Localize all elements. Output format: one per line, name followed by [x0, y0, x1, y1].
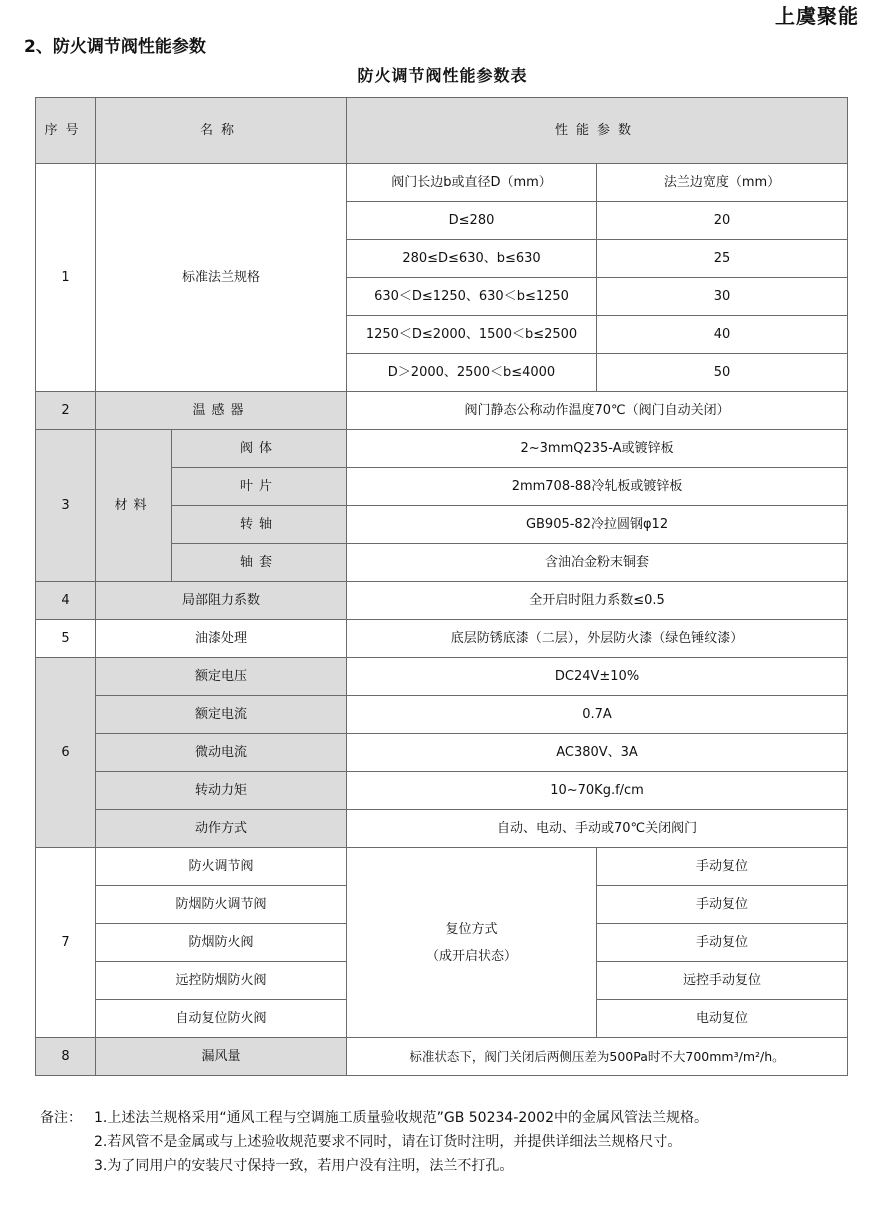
table-row: [36, 392, 848, 430]
row3-group: 材料: [96, 430, 172, 582]
table-row: [36, 164, 848, 202]
table-title: 防火调节阀性能参数表: [357, 66, 528, 85]
flange-width: 25: [597, 240, 848, 278]
reset-value: 手动复位: [597, 848, 848, 886]
notes-label: 备注：: [40, 1110, 82, 1126]
electrical-name: 转动力矩: [96, 772, 347, 810]
row7-no: 7: [36, 848, 96, 1038]
header-name: 名称: [96, 98, 347, 164]
header-params: 性能参数: [347, 98, 848, 164]
valve-type-name: 远控防烟防火阀: [96, 962, 347, 1000]
notes: [40, 1106, 870, 1178]
row4-no: 4: [36, 582, 96, 620]
table-row: [36, 772, 848, 810]
header-no: 序号: [36, 98, 96, 164]
electrical-name: 微动电流: [96, 734, 347, 772]
row8-value: 标准状态下，阀门关闭后两侧压差为500Pa时不大700mm³/m²/h。: [347, 1038, 848, 1076]
brand-logo-text: 上虞聚能: [775, 4, 859, 28]
table-row: [36, 582, 848, 620]
flange-range: 630＜D≤1250、630＜b≤1250: [347, 278, 597, 316]
row4-name: 局部阻力系数: [96, 582, 347, 620]
flange-col-b-header: 法兰边宽度（mm）: [597, 164, 848, 202]
reset-mode-line1: 复位方式: [445, 921, 498, 937]
electrical-name: 额定电压: [96, 658, 347, 696]
material-value: 含油冶金粉末铜套: [347, 544, 848, 582]
valve-type-name: 防烟防火调节阀: [96, 886, 347, 924]
row6-no: 6: [36, 658, 96, 848]
material-name: 阀体: [172, 430, 347, 468]
note-item: 1.上述法兰规格采用“通风工程与空调施工质量验收规范”GB 50234-2002中的金属风管法兰规格。: [94, 1110, 708, 1126]
flange-range: 280≤D≤630、b≤630: [347, 240, 597, 278]
valve-type-name: 自动复位防火阀: [96, 1000, 347, 1038]
electrical-name: 额定电流: [96, 696, 347, 734]
reset-mode-label: [347, 848, 597, 1038]
electrical-value: 自动、电动、手动或70℃关闭阀门: [347, 810, 848, 848]
material-value: 2mm708-88冷轧板或镀锌板: [347, 468, 848, 506]
flange-width: 20: [597, 202, 848, 240]
material-value: 2~3mmQ235-A或镀锌板: [347, 430, 848, 468]
table-row: [36, 848, 848, 886]
flange-range: 1250＜D≤2000、1500＜b≤2500: [347, 316, 597, 354]
reset-value: 手动复位: [597, 886, 848, 924]
reset-value: 手动复位: [597, 924, 848, 962]
table-row: [36, 696, 848, 734]
electrical-name: 动作方式: [96, 810, 347, 848]
flange-col-a-header: 阀门长边b或直径D（mm）: [347, 164, 597, 202]
note-item: 2.若风管不是金属或与上述验收规范要求不同时，请在订货时注明，并提供详细法兰规格尺寸。: [94, 1134, 682, 1150]
section-title: 2、防火调节阀性能参数: [24, 37, 206, 57]
table-row: [36, 658, 848, 696]
row8-no: 8: [36, 1038, 96, 1076]
material-name: 叶片: [172, 468, 347, 506]
flange-range: D≤280: [347, 202, 597, 240]
electrical-value: 0.7A: [347, 696, 848, 734]
reset-value: 电动复位: [597, 1000, 848, 1038]
row3-no: 3: [36, 430, 96, 582]
note-item: 3.为了同用户的安装尺寸保持一致，若用户没有注明，法兰不打孔。: [94, 1158, 514, 1174]
material-name: 转轴: [172, 506, 347, 544]
row5-value: 底层防锈底漆（二层），外层防火漆（绿色锤纹漆）: [347, 620, 848, 658]
table-row: [36, 1038, 848, 1076]
row5-no: 5: [36, 620, 96, 658]
flange-range: D＞2000、2500＜b≤4000: [347, 354, 597, 392]
flange-width: 50: [597, 354, 848, 392]
table-row: [36, 430, 848, 468]
row2-name: 温感器: [96, 392, 347, 430]
material-name: 轴套: [172, 544, 347, 582]
electrical-value: AC380V、3A: [347, 734, 848, 772]
table-row: [36, 620, 848, 658]
performance-table: [35, 97, 848, 1076]
reset-value: 远控手动复位: [597, 962, 848, 1000]
row5-name: 油漆处理: [96, 620, 347, 658]
row2-no: 2: [36, 392, 96, 430]
row2-value: 阀门静态公称动作温度70℃（阀门自动关闭）: [347, 392, 848, 430]
table-row: [36, 810, 848, 848]
row1-no: 1: [36, 164, 96, 392]
valve-type-name: 防烟防火阀: [96, 924, 347, 962]
row1-name: 标准法兰规格: [96, 164, 347, 392]
electrical-value: 10~70Kg.f/cm: [347, 772, 848, 810]
table-row: [36, 734, 848, 772]
flange-width: 40: [597, 316, 848, 354]
electrical-value: DC24V±10%: [347, 658, 848, 696]
flange-width: 30: [597, 278, 848, 316]
valve-type-name: 防火调节阀: [96, 848, 347, 886]
material-value: GB905-82冷拉圆钢φ12: [347, 506, 848, 544]
row4-value: 全开启时阻力系数≤0.5: [347, 582, 848, 620]
table-header-row: [36, 98, 848, 164]
reset-mode-line2: （成开启状态）: [426, 948, 518, 964]
row8-name: 漏风量: [96, 1038, 347, 1076]
